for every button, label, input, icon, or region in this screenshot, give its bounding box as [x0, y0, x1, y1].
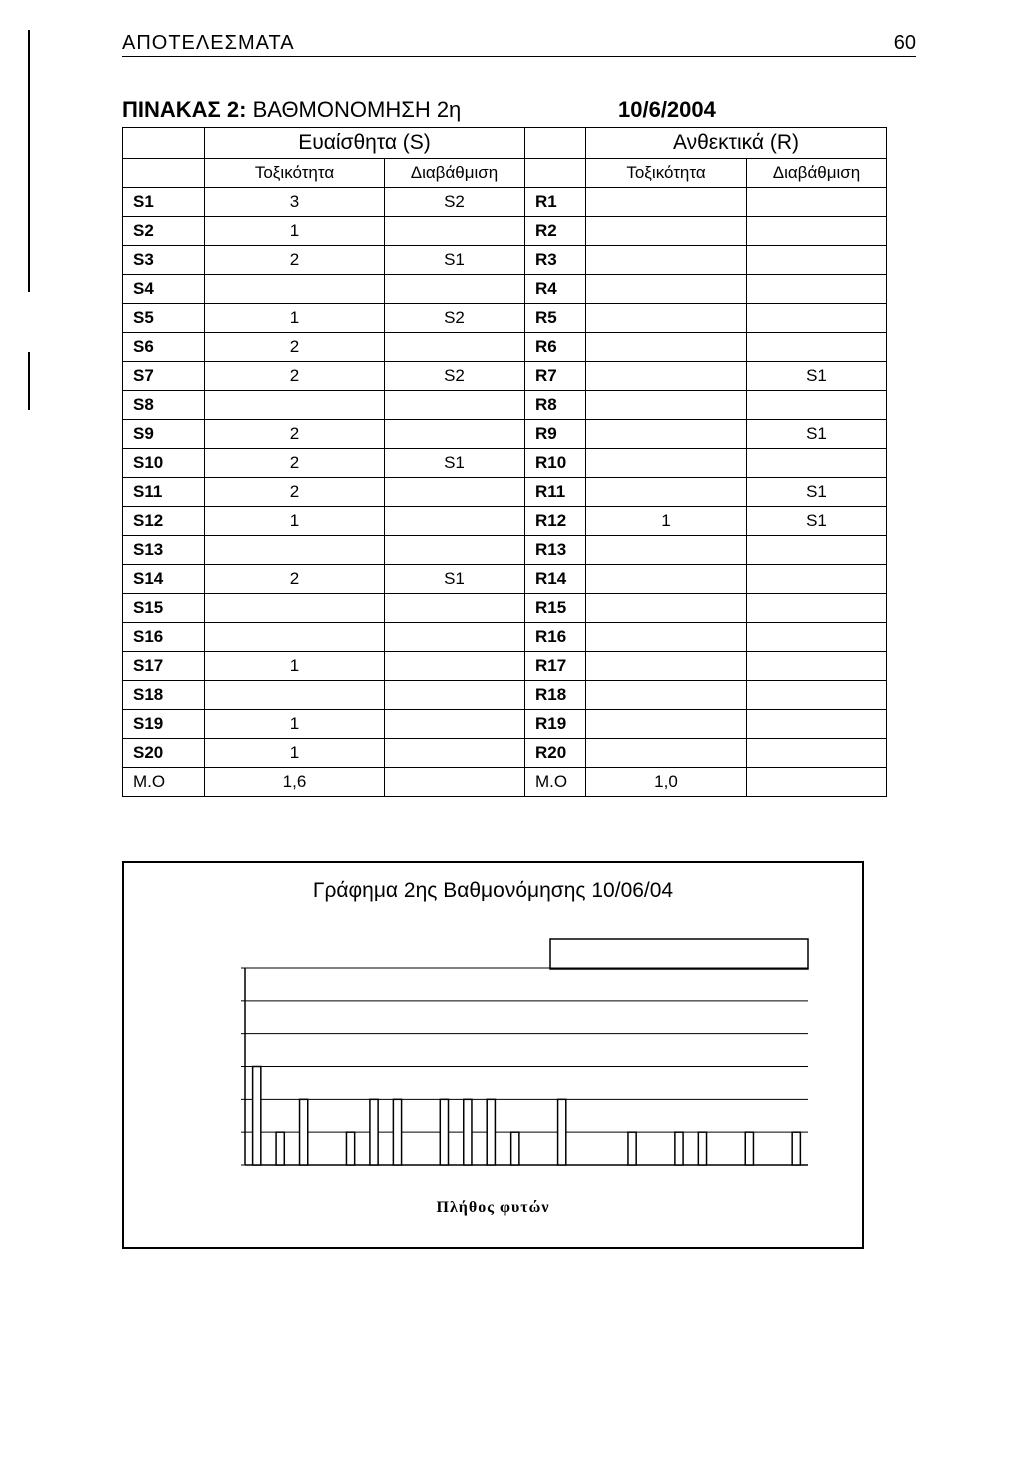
- page-section-title: ΑΠΟΤΕΛΕΣΜΑΤΑ: [122, 32, 295, 54]
- cell-r-toxicity: [586, 478, 747, 507]
- table-row: [123, 710, 887, 739]
- cell-r-grading: S1: [747, 420, 887, 449]
- cell-s-toxicity: [205, 594, 385, 623]
- cell-r-toxicity: [586, 623, 747, 652]
- row-label-s: S15: [123, 594, 205, 623]
- cell-s-toxicity: 1: [205, 710, 385, 739]
- row-label-r: R11: [525, 478, 586, 507]
- row-label-s: S6: [123, 333, 205, 362]
- grading-table: [122, 127, 887, 797]
- cell-r-grading: [747, 188, 887, 217]
- chart-bar: [346, 1132, 354, 1165]
- chart-bar: [276, 1132, 284, 1165]
- cell-r-grading: [747, 391, 887, 420]
- cell-r-toxicity: [586, 188, 747, 217]
- cell-r-toxicity: [586, 391, 747, 420]
- row-label-s: S18: [123, 681, 205, 710]
- cell-r-grading: S1: [747, 507, 887, 536]
- chart-bar: [487, 1099, 495, 1165]
- cell-s-toxicity: 2: [205, 478, 385, 507]
- row-label-s: S12: [123, 507, 205, 536]
- cell-s-grading: [385, 420, 525, 449]
- chart-bar: [511, 1132, 519, 1165]
- chart-bar: [792, 1132, 800, 1165]
- chart-x-axis-label: Πλήθος φυτών: [436, 1199, 550, 1216]
- table-row: [123, 681, 887, 710]
- table-column-header-row: [123, 159, 887, 188]
- cell-s-grading: [385, 710, 525, 739]
- table-row: [123, 304, 887, 333]
- cell-s-grading: [385, 333, 525, 362]
- cell-s-toxicity: 1: [205, 652, 385, 681]
- cell-r-grading: [747, 739, 887, 768]
- row-label-r: R14: [525, 565, 586, 594]
- table-row: [123, 507, 887, 536]
- empty-cell: [747, 768, 887, 797]
- row-label-s: S20: [123, 739, 205, 768]
- row-label-s: S13: [123, 536, 205, 565]
- col-header-r-grading: Διαβάθμιση: [747, 159, 887, 188]
- cell-r-grading: [747, 565, 887, 594]
- cell-r-mean: 1,0: [586, 768, 747, 797]
- margin-mark-middle: [28, 352, 30, 410]
- mean-label-s: Μ.Ο: [123, 768, 205, 797]
- table-row: [123, 333, 887, 362]
- row-label-r: R12: [525, 507, 586, 536]
- row-label-s: S16: [123, 623, 205, 652]
- row-label-r: R17: [525, 652, 586, 681]
- row-label-r: R10: [525, 449, 586, 478]
- cell-r-toxicity: [586, 246, 747, 275]
- table-row: [123, 420, 887, 449]
- row-label-r: R1: [525, 188, 586, 217]
- cell-s-grading: [385, 391, 525, 420]
- cell-r-toxicity: [586, 565, 747, 594]
- cell-s-mean: 1,6: [205, 768, 385, 797]
- cell-s-grading: [385, 478, 525, 507]
- row-label-s: S4: [123, 275, 205, 304]
- cell-r-grading: [747, 449, 887, 478]
- empty-cell: [525, 128, 586, 159]
- table-mean-row: [123, 768, 887, 797]
- empty-cell: [525, 159, 586, 188]
- table-row: [123, 536, 887, 565]
- cell-s-grading: S2: [385, 304, 525, 333]
- cell-s-grading: S1: [385, 246, 525, 275]
- cell-s-grading: [385, 652, 525, 681]
- table-row: [123, 449, 887, 478]
- row-label-r: R7: [525, 362, 586, 391]
- mean-label-r: Μ.Ο: [525, 768, 586, 797]
- row-label-s: S1: [123, 188, 205, 217]
- cell-s-grading: S1: [385, 565, 525, 594]
- group-header-resistant: Ανθεκτικά (R): [586, 128, 887, 159]
- cell-r-grading: [747, 333, 887, 362]
- cell-s-toxicity: 1: [205, 217, 385, 246]
- row-label-r: R15: [525, 594, 586, 623]
- cell-r-grading: [747, 652, 887, 681]
- chart-bar: [393, 1099, 401, 1165]
- row-label-r: R2: [525, 217, 586, 246]
- chart-box: [122, 861, 864, 1249]
- cell-r-toxicity: [586, 420, 747, 449]
- chart-bar: [745, 1132, 753, 1165]
- cell-s-grading: [385, 739, 525, 768]
- cell-s-toxicity: 1: [205, 507, 385, 536]
- row-label-s: S10: [123, 449, 205, 478]
- table-title-text: ΒΑΘΜΟΝΟΜΗΣΗ 2η: [252, 97, 462, 122]
- table-row: [123, 739, 887, 768]
- chart-bar: [628, 1132, 636, 1165]
- row-label-r: R13: [525, 536, 586, 565]
- chart-bar: [464, 1099, 472, 1165]
- cell-r-toxicity: [586, 710, 747, 739]
- table-row: [123, 652, 887, 681]
- row-label-r: R4: [525, 275, 586, 304]
- page-header: [122, 30, 916, 57]
- cell-s-toxicity: 2: [205, 449, 385, 478]
- row-label-r: R5: [525, 304, 586, 333]
- table-title: [122, 97, 461, 123]
- cell-r-grading: [747, 275, 887, 304]
- row-label-s: S8: [123, 391, 205, 420]
- cell-r-grading: [747, 681, 887, 710]
- col-header-s-grading: Διαβάθμιση: [385, 159, 525, 188]
- cell-s-grading: S2: [385, 188, 525, 217]
- cell-s-grading: [385, 507, 525, 536]
- chart-legend-box: [550, 939, 808, 969]
- cell-s-grading: [385, 536, 525, 565]
- cell-r-toxicity: 1: [586, 507, 747, 536]
- cell-s-toxicity: 3: [205, 188, 385, 217]
- cell-s-grading: [385, 594, 525, 623]
- chart-title: Γράφημα 2ης Βαθμονόμησης 10/06/04: [312, 879, 674, 902]
- cell-r-toxicity: [586, 739, 747, 768]
- table-title-label: ΠΙΝΑΚΑΣ 2:: [122, 97, 247, 122]
- table-row: [123, 565, 887, 594]
- cell-r-grading: [747, 594, 887, 623]
- cell-r-grading: [747, 710, 887, 739]
- cell-r-toxicity: [586, 275, 747, 304]
- page-number: 60: [893, 32, 916, 54]
- chart-bar: [698, 1132, 706, 1165]
- row-label-r: R9: [525, 420, 586, 449]
- cell-r-toxicity: [586, 217, 747, 246]
- chart-plot: [124, 863, 862, 1247]
- empty-cell: [123, 128, 205, 159]
- cell-r-grading: [747, 536, 887, 565]
- row-label-s: S19: [123, 710, 205, 739]
- cell-s-grading: [385, 681, 525, 710]
- row-label-s: S9: [123, 420, 205, 449]
- empty-cell: [385, 768, 525, 797]
- table-row: [123, 246, 887, 275]
- table-row: [123, 275, 887, 304]
- table-row: [123, 188, 887, 217]
- cell-s-grading: [385, 217, 525, 246]
- col-header-s-toxicity: Τοξικότητα: [205, 159, 385, 188]
- cell-r-toxicity: [586, 681, 747, 710]
- cell-r-toxicity: [586, 536, 747, 565]
- row-label-r: R6: [525, 333, 586, 362]
- row-label-r: R19: [525, 710, 586, 739]
- row-label-s: S5: [123, 304, 205, 333]
- row-label-s: S17: [123, 652, 205, 681]
- cell-r-toxicity: [586, 449, 747, 478]
- cell-r-grading: [747, 217, 887, 246]
- chart-bar: [440, 1099, 448, 1165]
- col-header-r-toxicity: Τοξικότητα: [586, 159, 747, 188]
- cell-s-toxicity: [205, 623, 385, 652]
- chart-bar: [370, 1099, 378, 1165]
- table-group-header-row: [123, 128, 887, 159]
- row-label-r: R3: [525, 246, 586, 275]
- cell-r-toxicity: [586, 652, 747, 681]
- cell-r-grading: [747, 304, 887, 333]
- table-date: 10/6/2004: [618, 97, 716, 122]
- table-row: [123, 391, 887, 420]
- row-label-r: R18: [525, 681, 586, 710]
- cell-s-toxicity: 2: [205, 333, 385, 362]
- table-row: [123, 478, 887, 507]
- chart-bar: [675, 1132, 683, 1165]
- cell-r-toxicity: [586, 304, 747, 333]
- cell-s-toxicity: 2: [205, 565, 385, 594]
- cell-s-toxicity: 2: [205, 420, 385, 449]
- table-row: [123, 217, 887, 246]
- cell-r-toxicity: [586, 333, 747, 362]
- table-row: [123, 594, 887, 623]
- cell-r-toxicity: [586, 594, 747, 623]
- row-label-s: S3: [123, 246, 205, 275]
- row-label-r: R16: [525, 623, 586, 652]
- cell-r-grading: [747, 246, 887, 275]
- cell-r-grading: S1: [747, 362, 887, 391]
- chart-bar: [558, 1099, 566, 1165]
- chart-bar: [253, 1067, 261, 1166]
- cell-s-toxicity: [205, 681, 385, 710]
- cell-s-toxicity: 2: [205, 362, 385, 391]
- table-row: [123, 362, 887, 391]
- cell-s-toxicity: [205, 536, 385, 565]
- row-label-r: R8: [525, 391, 586, 420]
- row-label-s: S2: [123, 217, 205, 246]
- cell-r-grading: S1: [747, 478, 887, 507]
- cell-s-toxicity: 1: [205, 739, 385, 768]
- row-label-s: S14: [123, 565, 205, 594]
- cell-r-grading: [747, 623, 887, 652]
- empty-cell: [123, 159, 205, 188]
- cell-r-toxicity: [586, 362, 747, 391]
- cell-s-grading: [385, 623, 525, 652]
- cell-s-toxicity: [205, 275, 385, 304]
- row-label-s: S7: [123, 362, 205, 391]
- cell-s-grading: S1: [385, 449, 525, 478]
- cell-s-toxicity: 2: [205, 246, 385, 275]
- row-label-r: R20: [525, 739, 586, 768]
- cell-s-grading: S2: [385, 362, 525, 391]
- chart-bar: [300, 1099, 308, 1165]
- margin-mark-top: [28, 30, 30, 292]
- row-label-s: S11: [123, 478, 205, 507]
- group-header-sensitive: Ευαίσθητα (S): [205, 128, 525, 159]
- cell-s-grading: [385, 275, 525, 304]
- table-row: [123, 623, 887, 652]
- cell-s-toxicity: 1: [205, 304, 385, 333]
- cell-s-toxicity: [205, 391, 385, 420]
